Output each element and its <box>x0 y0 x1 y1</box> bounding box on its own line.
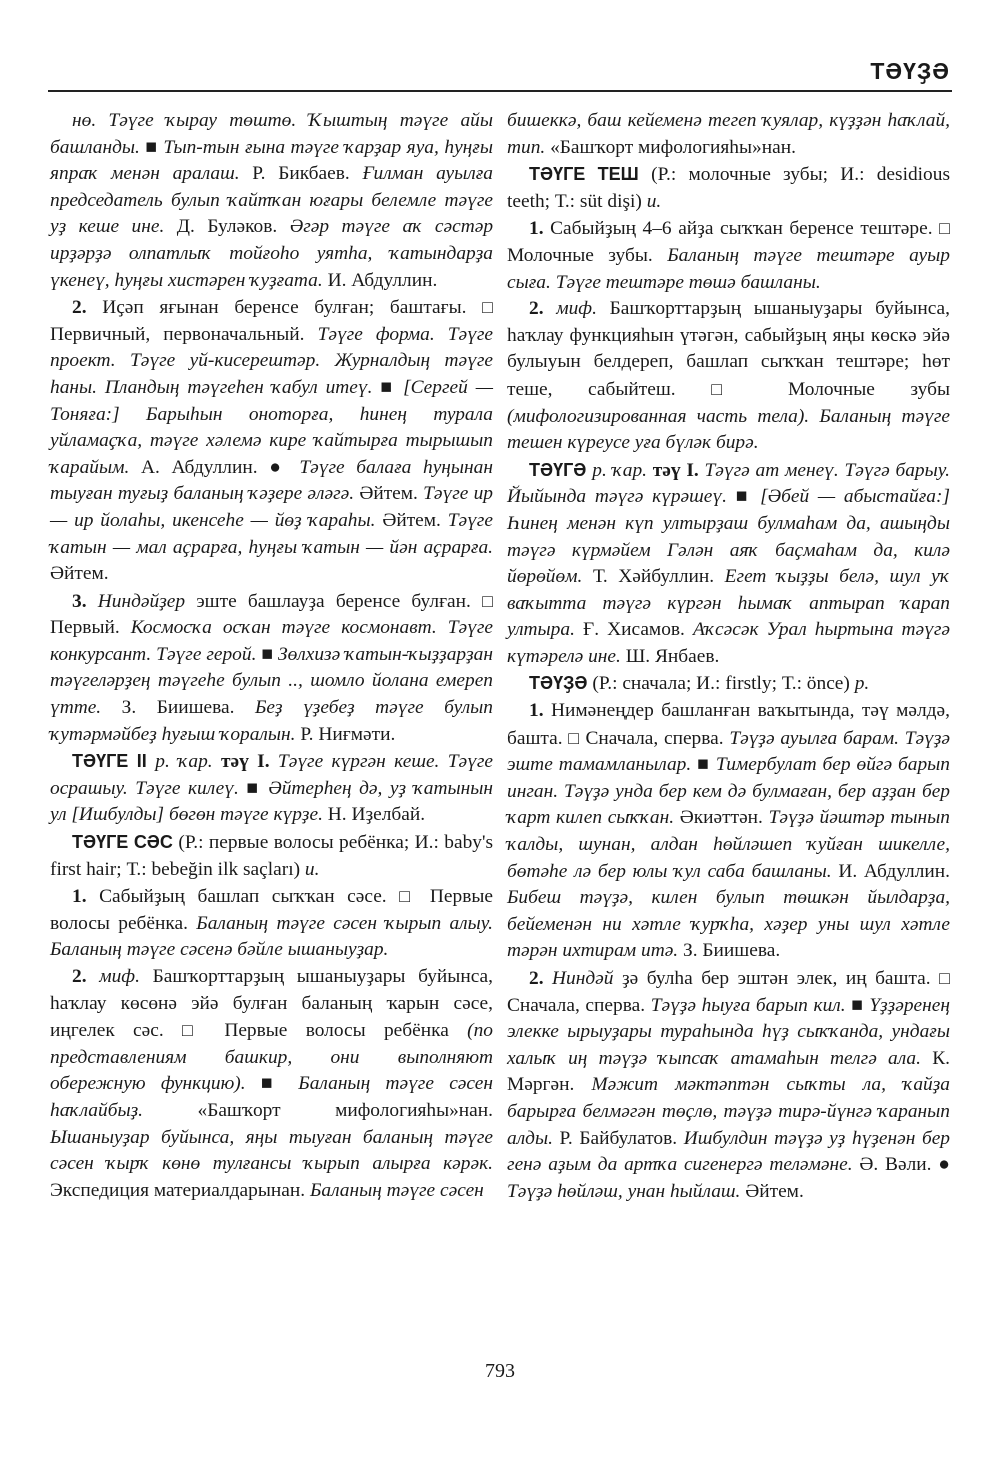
plain-text: «Башҡорт мифологияһы»нан. <box>197 1099 493 1121</box>
italic-text: Үҙҙәренең элекке ырыуҙары тураһында һүҙ сыҡҡанда, ундағы халыҡ иң тәүҙә ҡыпсаҡ атамаһын телгә ала. <box>507 994 950 1069</box>
plain-text: З. Биишева. <box>683 940 781 962</box>
italic-text: Мәжит мәктәптән сыҡты ла, ҡайҙа барырға белмәгән төҫлө, тәүҙә тирә-йүнгә ҡаранып алды. <box>507 1074 950 1149</box>
italic-text: Егет ҡыҙҙы белә, шул уҡ ваҡытта тәүгә күргән һымаҡ аптырап ҡарап ултыра. <box>507 566 950 641</box>
italic-text: Әгәр тәүге аҡ сәстәр ирҙәрҙә олпатлыҡ тойғоһо уятһа, ҡатындарҙа үкенеү, һуңғы хистәрен ҡуҙғата. <box>50 216 494 291</box>
italic-text: и. <box>304 858 320 880</box>
entry-paragraph <box>50 748 493 829</box>
bold-text: 2. <box>529 298 557 320</box>
headword: ТӘҮГӘ <box>529 459 593 480</box>
bold-text: ■ <box>260 1073 299 1095</box>
plain-text: ҙә булһа бер эштән элек, иң башта. <box>621 968 940 989</box>
italic-text: Ишбулдин тәүҙә уҙ һүҙенән бер генә аҙым да артҡа сигенергә теләмәне. <box>507 1127 950 1176</box>
italic-text: Тәүге форма. Тәүге проект. Тәүге уй-кисерештәр. Журналдың тәүге һаны. Пландың тәүгеһен ҡабул итеү. <box>50 323 493 398</box>
translation-box-icon: □ <box>399 886 430 907</box>
plain-text: Д. Буләков. <box>176 216 290 238</box>
right-column <box>507 108 950 1205</box>
italic-text: (по представлениям башкир, они выполняют обережную функцию). <box>50 1020 493 1095</box>
plain-text: И. Абдуллин. <box>327 269 438 291</box>
plain-text: Молочные зубы <box>788 378 951 400</box>
entry-paragraph <box>50 964 493 1204</box>
plain-text: Молочные зубы. <box>507 244 668 266</box>
plain-text: Первичный, первоначальный. <box>50 323 318 345</box>
plain-text: А. Абдуллин. <box>141 456 270 478</box>
translation-box-icon: □ <box>939 968 951 988</box>
bold-text: тәү I. <box>652 459 705 481</box>
plain-text: Ш. Янбаев. <box>625 645 720 667</box>
bold-text: 2. <box>72 966 100 987</box>
bold-text: 1. <box>72 886 100 908</box>
italic-text: [Сергей — Тоняға:] Барыһын оноторға, һинең турала уйламаҫҡа, тәүге хәлемә кире ҡайтырға тырышып ҡарайым. <box>50 376 494 478</box>
italic-text: Әйтерһең дә, уҙ ҡатынын ул [Ишбулды] бөгөн тәүге күрҙе. <box>50 777 493 826</box>
plain-text: Т. Хәйбуллин. <box>592 566 725 588</box>
entry-paragraph <box>50 294 493 588</box>
translation-box-icon: □ <box>568 727 586 748</box>
plain-text: Сначала, сперва. <box>585 727 730 749</box>
italic-text: и. <box>646 190 662 212</box>
entry-paragraph <box>507 161 950 215</box>
bold-text: 1. <box>529 700 551 722</box>
italic-text: Зөлхизә ҡатын-ҡыҙҙарҙан тәүгеләрҙең тәүгеһе булып .., шомло йолана емереп үтте. <box>50 643 493 719</box>
bold-text: ■ <box>697 754 716 776</box>
plain-text: Сабыйҙың 4–6 айҙа сыҡҡан беренсе тештәре. <box>550 218 940 240</box>
italic-text: Ниндәй <box>552 968 622 989</box>
plain-text: Нимәнеңдер башланған ваҡытында, тәү мәлдә, башта. <box>507 700 950 749</box>
italic-text: Бибеш тәүҙә, килен булып төшкән йылдарҙа, бейеменән ни хәтле ҡурҡһа, хәҙер уны шул хәтле тәрән ихтирам итә. <box>507 887 950 962</box>
plain-text: Первые волосы ребёнка. <box>50 886 494 934</box>
italic-text: Тәүге ҡатын — мал аҫрарға, һуңғы ҡатын — йән аҫрарға. <box>50 509 493 558</box>
plain-text: Башҡорттарҙың ышаныуҙары буйынса, һаҡлау көсөнә эйә булған баланың ҡарын сәсе, иңгелек сәс. <box>50 966 493 1042</box>
bold-text: ■ <box>246 777 269 799</box>
plain-text: Первый. <box>50 617 131 639</box>
italic-text: Тәүгә ат менеү. Тәүгә барыу. Йыйында тәүгә күрәшеү. <box>507 459 950 508</box>
plain-text: Иҫәп яғынан беренсе булған; баштағы. <box>102 297 483 319</box>
left-column <box>50 108 493 1204</box>
italic-text: Тәүҙә йәштәр тынып ҡалды, шунан, алдан һөйләшеп ҡуйған шикелле, бөтәһе лә бер юлы ҡул саба башланы. <box>507 807 950 882</box>
headword: ТӘҮГЕ ТЕШ <box>529 164 652 185</box>
bold-text: 3. <box>72 590 98 612</box>
running-head: ТӘҮҘӘ <box>870 58 950 84</box>
headword: ТӘҮГЕ СӘС <box>72 832 179 853</box>
bold-text: ● <box>938 1154 950 1176</box>
entry-paragraph <box>50 883 493 964</box>
italic-text: Баланың тәүге сәсен һаҡлайбыҙ. <box>50 1073 493 1121</box>
entry-paragraph <box>507 670 950 698</box>
plain-text: Башҡорттарҙың ышаныуҙары буйынса, һаҡлау функцияһын үтәгән, сабыйҙың яңы көскә эйә булыуын белдереп, башлап сыҡҡан тештәре; һөт теше, сабыйтеш. <box>507 298 950 400</box>
italic-text: Ышаныуҙар буйынса, яңы тыуған баланың тәүге сәсен ҡырҡ көнө тулғансы ҡырып алырға кәрәк. <box>50 1126 493 1175</box>
entry-paragraph <box>507 108 950 161</box>
plain-text: И. Абдуллин. <box>838 860 950 882</box>
header-rule <box>48 90 952 92</box>
entry-paragraph <box>50 108 493 294</box>
translation-box-icon: □ <box>182 1020 225 1041</box>
plain-text: «Башҡорт мифологияһы»нан. <box>550 136 796 158</box>
italic-text: миф. <box>99 966 153 987</box>
italic-text: миф. <box>556 298 610 320</box>
plain-text: (Р.: сначала; И.: firstly; Т.: önce) <box>592 673 855 695</box>
bold-text: ■ <box>145 136 164 158</box>
italic-text: бишеккә, баш кейеменә тегеп ҡуялар, күҙҙән һаҡлай, тип. <box>507 110 950 158</box>
italic-text: р. ҡар. <box>155 751 221 773</box>
italic-text: Тәүге ир — ир йолаһы, икенсеһе — йөҙ ҡараһы. <box>50 483 493 531</box>
plain-text: Әйтем. <box>745 1180 804 1202</box>
italic-text: р. ҡар. <box>592 459 653 481</box>
plain-text: Р. Ниғмәти. <box>300 723 396 745</box>
entry-paragraph <box>50 588 493 749</box>
bold-text: ■ <box>380 376 404 398</box>
translation-box-icon: □ <box>482 297 493 318</box>
italic-text: Ниндәйҙер <box>97 590 197 612</box>
plain-text: Экспедиция материалдарынан. <box>50 1179 310 1201</box>
plain-text: (Р.: молочные зубы; И.: desidious teeth; Т.: süt dişi) <box>507 164 950 212</box>
plain-text: Первые волосы ребёнка <box>224 1020 468 1042</box>
bold-text: 2. <box>72 297 103 319</box>
plain-text: Р. Байбулатов. <box>559 1127 684 1149</box>
page-number: 793 <box>485 1360 515 1382</box>
plain-text: Сначала, сперва. <box>507 994 651 1016</box>
headword: ТӘҮҘӘ <box>529 673 593 694</box>
plain-text: эште башлауҙа беренсе булған. <box>196 590 483 612</box>
italic-text: Космосҡа осҡан тәүге космонавт. Тәүге конкурсант. Тәүге герой. <box>50 617 494 665</box>
plain-text: Ғ. Хисамов. <box>582 619 693 641</box>
bold-text: ■ <box>851 994 870 1016</box>
plain-text: Р. Бикбаев. <box>252 163 363 185</box>
bold-text: 2. <box>529 968 553 989</box>
bold-text: тәү I. <box>221 751 278 773</box>
italic-text: Тәүҙә һыуға барып кил. <box>650 994 852 1016</box>
bold-text: ■ <box>261 643 278 665</box>
entry-paragraph <box>507 215 950 296</box>
italic-text: Тәүге күргән кеше. Тәүге осрашыу. Тәүге килеү. <box>50 751 494 799</box>
plain-text: Н. Иҙелбай. <box>327 804 426 826</box>
italic-text: р. <box>854 673 870 695</box>
entry-paragraph <box>507 965 950 1205</box>
italic-text: Ғилман ауылға председатель булып ҡайтҡан юғары белемле тәүге уҙ кеше ине. <box>50 163 493 238</box>
translation-box-icon: □ <box>711 378 789 399</box>
italic-text: Баланың тәүге сәсен ҡырып алыу. Баланың тәүге сәсенә бәйле ышаныуҙар. <box>50 912 493 961</box>
italic-text: Тәүге балаға һуңынан тыуған туғыҙ баланың ҡәҙере әләгә. <box>50 456 493 505</box>
italic-text: Тәүҙә һөйләш, унан һыйлаш. <box>507 1180 746 1202</box>
italic-text: нө. Тәүге ҡырау төштө. Ҡыштың тәүге айы башланды. <box>50 110 493 158</box>
italic-text: Беҙ үҙебеҙ тәүге булып ҡутәрмәйбеҙ һуғыш ҡоралын. <box>50 697 493 745</box>
italic-text: Тәүҙә ауылға барам. Тәүҙә эште тамамланылар. <box>507 727 950 776</box>
plain-text: (Р.: первые волосы ребёнка; И.: baby's first hair; Т.: bebeğin ilk saçları) <box>50 832 494 880</box>
italic-text: Тып-тын ғына тәүге ҡарҙар яуа, һуңғы япраҡ менән аралаш. <box>50 136 493 185</box>
plain-text: Сабыйҙың башлап сыҡҡан сәсе. <box>99 886 400 908</box>
translation-box-icon: □ <box>939 218 951 239</box>
headword: ТӘҮГЕ II <box>72 751 156 772</box>
translation-box-icon: □ <box>482 590 493 611</box>
plain-text: Әкиәттән. <box>679 807 769 829</box>
italic-text: [Әбей — абыстайға:] Һинең менән күп ултырҙаш булмаһам да, ашыңды тәүгә күрмәйем Гәлән аяҡ баҫмаһам да, килә йөрөйөм. <box>507 486 951 588</box>
plain-text: Ә. Вәли. <box>859 1154 939 1176</box>
plain-text: З. Биишева. <box>121 697 255 719</box>
bold-text: 1. <box>529 218 551 240</box>
plain-text: Әйтем. <box>382 509 448 531</box>
italic-text: Аҡсәсәк Урал һыртына тәүгә күтәрелә ине. <box>507 619 951 667</box>
italic-text: Баланың тәүге тештәре ауыр сыға. Тәүге тештәре төшә башланы. <box>507 244 950 293</box>
entry-paragraph <box>50 829 493 883</box>
plain-text: Әйтем. <box>359 483 424 505</box>
entry-paragraph <box>507 457 950 671</box>
bold-text: ■ <box>735 486 761 508</box>
plain-text: К. Мәргән. <box>507 1047 950 1096</box>
entry-paragraph <box>507 296 950 457</box>
italic-text: Баланың тәүге сәсен <box>309 1179 484 1201</box>
italic-text: Тимербулат бер өйгә барып инган. Тәүҙә унда бер кем дә булмаған, бер аҙҙан бер ҡарт килеп сыҡҡан. <box>507 754 950 829</box>
bold-text: ● <box>269 456 300 478</box>
plain-text: Әйтем. <box>50 563 109 585</box>
entry-paragraph <box>507 698 950 965</box>
italic-text: (мифологизированная часть тела). Баланың тәүге тешен күреусе уға бүләк бирә. <box>507 405 950 454</box>
